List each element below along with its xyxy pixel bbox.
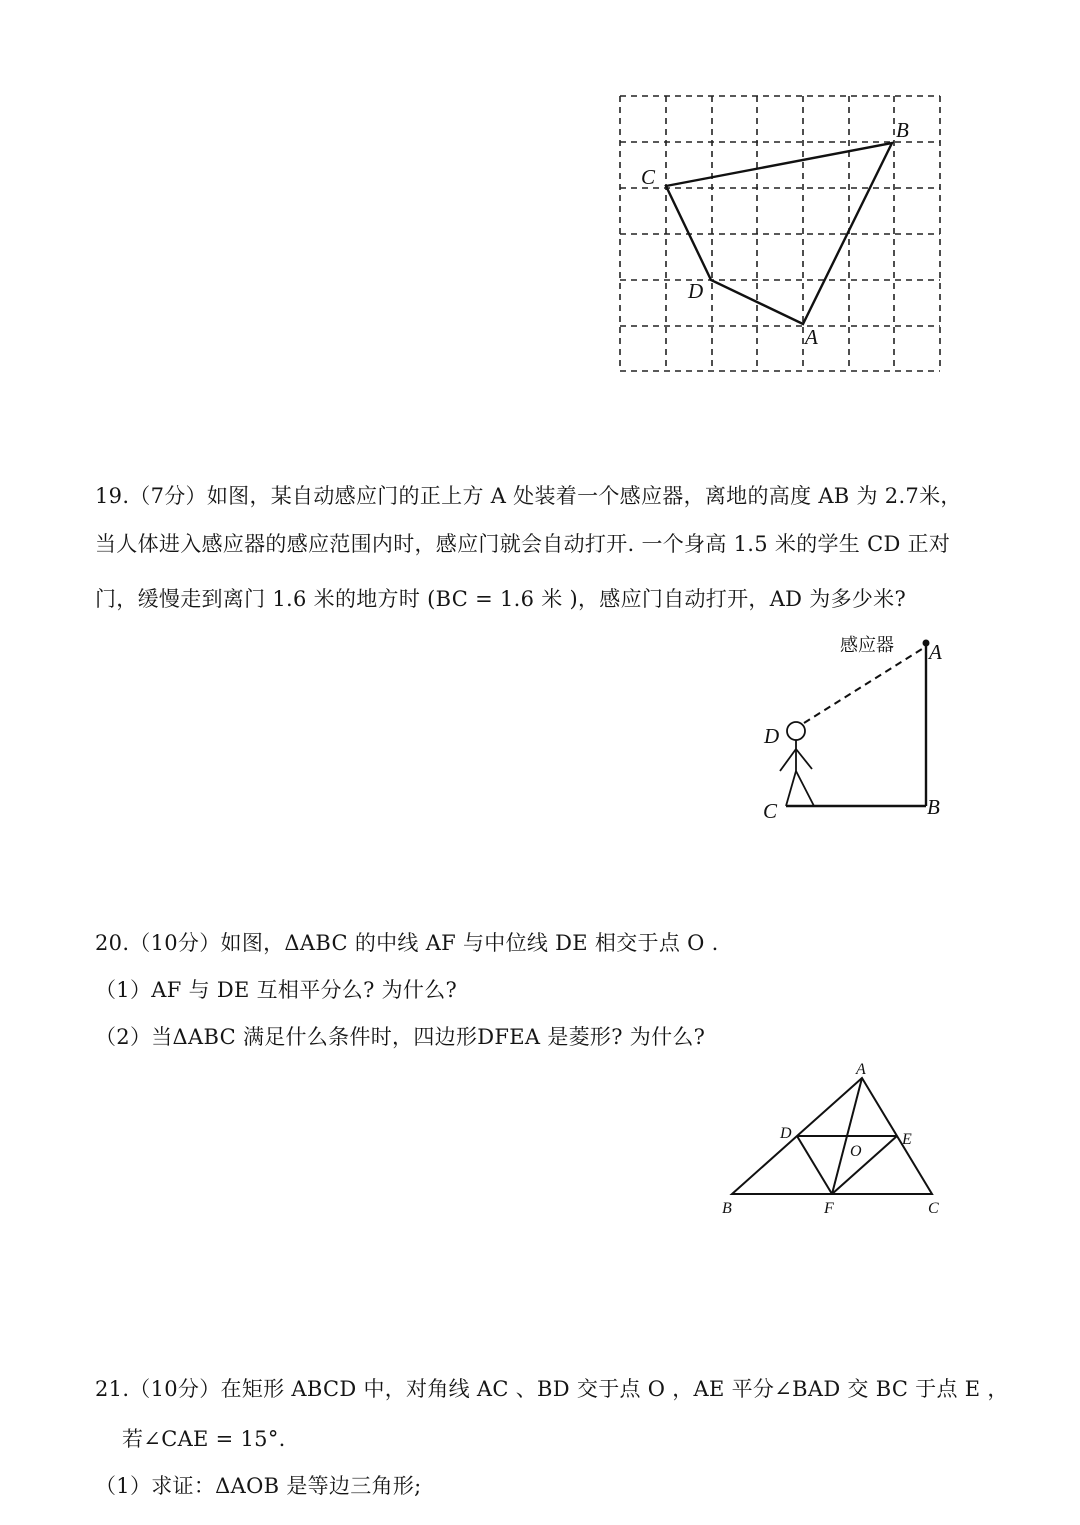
- label-B: B: [927, 795, 940, 819]
- q20-line-2: （1）AF 与 DE 互相平分么? 为什么?: [95, 978, 458, 1002]
- q21-line-1: 21.（10分）在矩形 ABCD 中，对角线 AC 、BD 交于点 O ，AE 平分∠BAD 交 BC 于点 E ，: [95, 1377, 1009, 1401]
- label-A: A: [929, 640, 942, 664]
- label-O: O: [850, 1143, 862, 1160]
- label-D: D: [688, 279, 704, 303]
- label-C: C: [763, 799, 778, 823]
- dashed-grid: [620, 96, 940, 371]
- grid-quadrilateral-figure: [600, 80, 960, 390]
- label-F: F: [824, 1200, 834, 1217]
- triangle-midline-figure: [710, 1060, 970, 1230]
- label-C: C: [928, 1200, 939, 1217]
- q20-line-3: （2）当ΔABC 满足什么条件时，四边形DFEA 是菱形? 为什么?: [95, 1025, 706, 1049]
- label-E: E: [902, 1131, 912, 1148]
- sight-line-AD: [804, 649, 922, 723]
- label-D: D: [764, 724, 780, 748]
- q19-line-2: 当人体进入感应器的感应范围内时，感应门就会自动打开. 一个身高 1.5 米的学生 CD 正对: [95, 532, 951, 556]
- label-C: C: [641, 165, 656, 189]
- q19-line-1: 19.（7分）如图，某自动感应门的正上方 A 处装着一个感应器，离地的高度 AB 为 2.7米，: [95, 484, 962, 508]
- label-B: B: [722, 1200, 732, 1217]
- sensor-door-figure: [750, 625, 960, 830]
- q21-line-3: （1）求证：ΔAOB 是等边三角形;: [95, 1474, 422, 1498]
- student-figure: [780, 722, 814, 806]
- label-B: B: [896, 118, 909, 142]
- q21-line-2: 若∠CAE = 15°.: [122, 1427, 286, 1451]
- label-D: D: [780, 1125, 792, 1142]
- q20-line-1: 20.（10分）如图，ΔABC 的中线 AF 与中位线 DE 相交于点 O .: [95, 931, 719, 955]
- segment-DF: [797, 1136, 832, 1194]
- label-A: A: [856, 1061, 866, 1078]
- label-A: A: [805, 325, 818, 349]
- segment-FE: [832, 1136, 897, 1194]
- sensor-label: 感应器: [840, 635, 894, 656]
- q19-line-3: 门，缓慢走到离门 1.6 米的地方时 (BC = 1.6 米 )，感应门自动打开，AD 为多少米?: [95, 587, 907, 611]
